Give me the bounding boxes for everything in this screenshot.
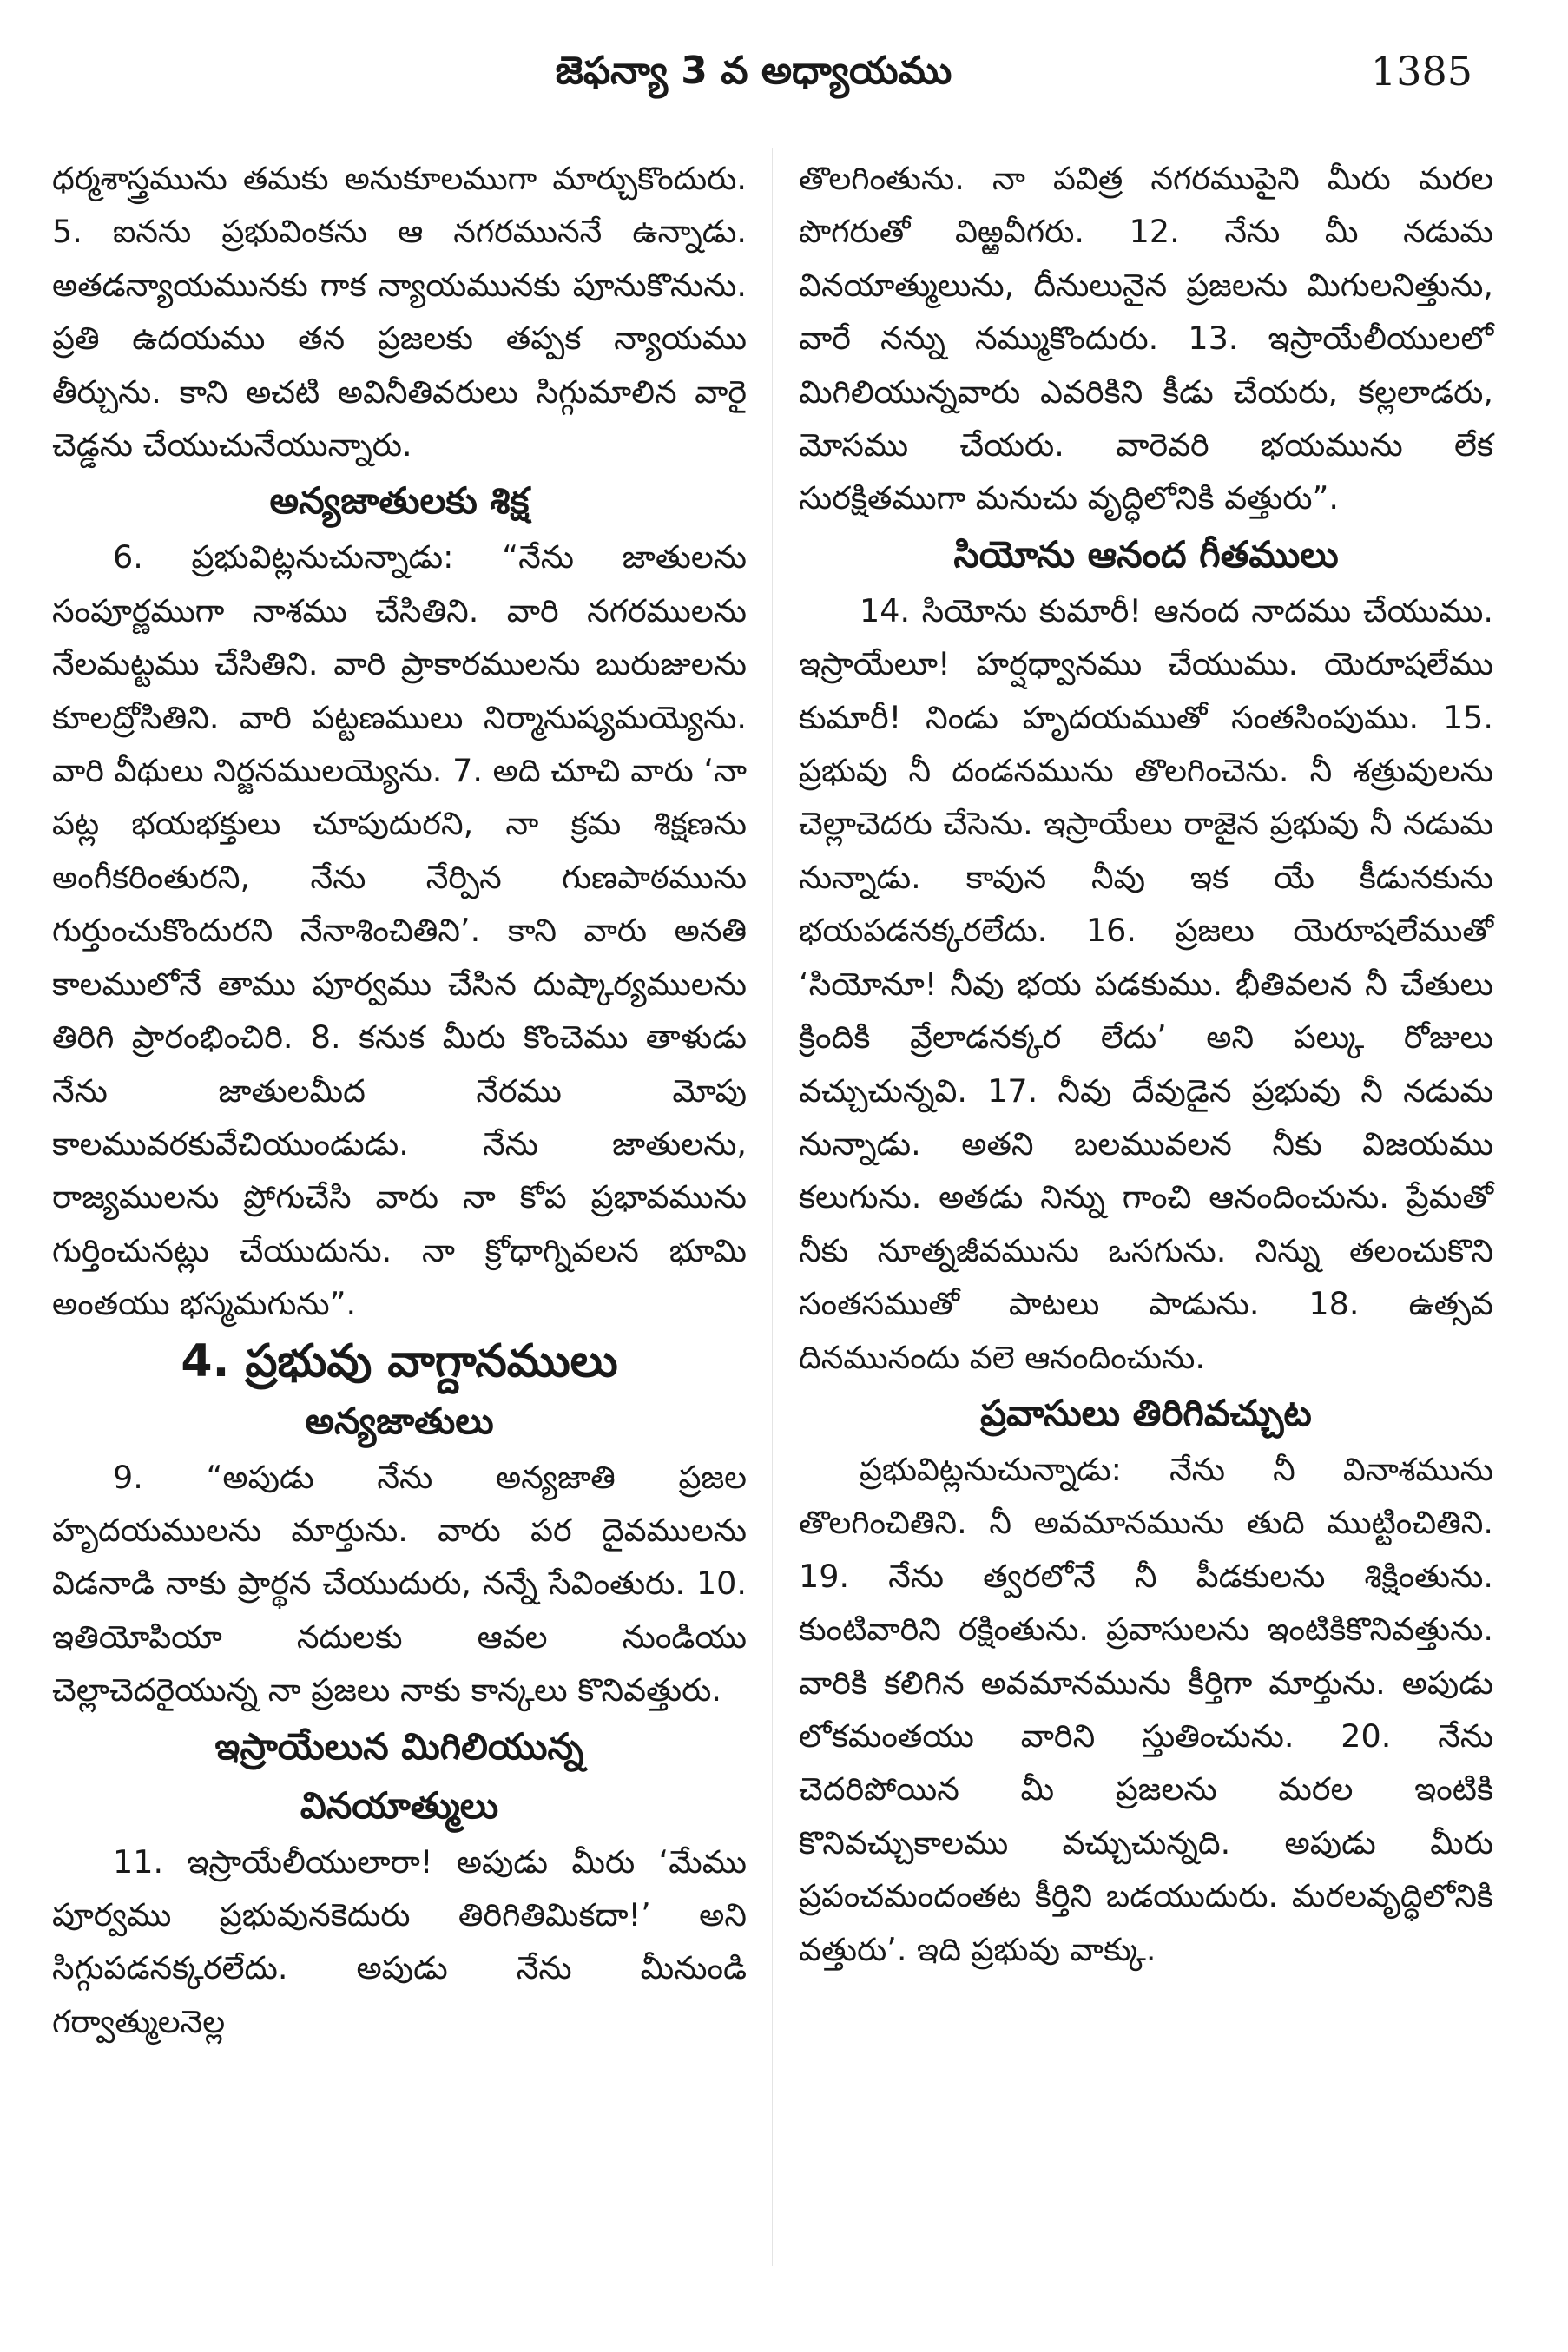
- paragraph: ధర్మశాస్త్రమును తమకు అనుకూలముగా మార్చుకొందురు. 5. ఐనను ప్రభువింకను ఆ నగరముననే ఉన్నాడు. అతడన్యాయమునకు గాక న్యాయమునకు పూనుకొనును. ప్రతి ఉదయము తన ప్రజలకు తప్పక న్యాయము తీర్చును. కాని అచటి అవినీతివరులు సిగ్గుమాలిన వారై చెడ్డను చేయుచునేయున్నారు.: [52, 160, 747, 464]
- chapter-title: జెఫన్యా 3 వ అధ్యాయము: [555, 49, 952, 93]
- left-column: [52, 152, 747, 2048]
- section-heading: ప్రవాసులు తిరిగివచ్చుట: [980, 1391, 1312, 1434]
- page-number: 1385: [1370, 48, 1472, 95]
- running-header: [52, 36, 1472, 106]
- paragraph: తొలగింతును. నా పవిత్ర నగరముపైని మీరు మరల పొగరుతో విఱ్ఱవీగరు. 12. నేను మీ నడుమ వినయాత్ములును, దీనులునైన ప్రజలను మిగులనిత్తును, వారే నన్ను నమ్ముకొందురు. 13. ఇస్రాయేలీయులలో మిగిలియున్నవారు ఎవరికిని కీడు చేయరు, కల్లలాడరు, మోసము చేయరు. వారెవరి భయమును లేక సురక్షితముగా మనుచు వృద్ధిలోనికి వత్తురు”.: [799, 160, 1493, 517]
- section-heading: అన్యజాతులకు శిక్ష: [269, 479, 530, 523]
- paragraph: 9. “అపుడు నేను అన్యజాతి ప్రజల హృదయములను మార్తును. వారు పర దైవములను విడనాడి నాకు ప్రార్థన చేయుదురు, నన్నే సేవింతురు. 10. ఇతియోపియా నదులకు ఆవల నుండియు చెల్లాచెదరైయున్న నా ప్రజలు నాకు కాన్కలు కొనివత్తురు.: [52, 1458, 747, 1710]
- paragraph: 14. సియోను కుమారీ! ఆనంద నాదము చేయుము. ఇస్రాయేలూ! హర్షధ్వానము చేయుము. యెరూషలేము కుమారీ! నిండు హృదయముతో సంతసింపుము. 15. ప్రభువు నీ దండనమును తొలగించెను. నీ శత్రువులను చెల్లాచెదరు చేసెను. ఇస్రాయేలు రాజైన ప్రభువు నీ నడుమ నున్నాడు. కావున నీవు ఇక యే కీడునకును భయపడనక్కరలేదు. 16. ప్రజలు యెరూషలేముతో ‘సియోనూ! నీవు భయ పడకుము. భీతివలన నీ చేతులు క్రిందికి వ్రేలాడనక్కర లేదు’ అని పల్కు రోజులు వచ్చుచున్నవి. 17. నీవు దేవుడైన ప్రభువు నీ నడుమ నున్నాడు. అతని బలమువలన నీకు విజయము కలుగును. అతడు నిన్ను గాంచి ఆనందించును. ప్రేమతో నీకు నూత్నజీవమును ఒసగును. నిన్ను తలంచుకొని సంతసముతో పాటలు పాడును. 18. ఉత్సవ దినమునందు వలె ఆనందించును.: [799, 591, 1494, 1376]
- section-heading-line-1: ఇస్రాయేలున మిగిలియున్న: [214, 1724, 584, 1768]
- column-divider: [772, 148, 773, 2266]
- paragraph: 6. ప్రభువిట్లనుచున్నాడు: “నేను జాతులను సంపూర్ణముగా నాశము చేసితిని. వారి నగరములను నేలమట్టము చేసితిని. వారి ప్రాకారములను బురుజులను కూలద్రోసితిని. వారి పట్టణములు నిర్మానుష్యమయ్యెను. వారి వీథులు నిర్జనములయ్యెను. 7. అది చూచి వారు ‘నా పట్ల భయభక్తులు చూపుదురని, నా క్రమ శిక్షణను అంగీకరింతురని, నేను నేర్పిన గుణపాఠమును గుర్తుంచుకొందురని నేనాశించితిని’. కాని వారు అనతి కాలములోనే తాము పూర్వము చేసిన దుష్కార్యములను తిరిగి ప్రారంభించిరి. 8. కనుక మీరు కొంచెము తాళుడు నేను జాతులమీద నేరము మోపు కాలమువరకువేచియుండుడు. నేను జాతులను, రాజ్యములను ప్రోగుచేసి వారు నా కోప ప్రభావమును గుర్తించునట్లు చేయుదును. నా క్రోధాగ్నివలన భూమి అంతయు భస్మమగును”.: [52, 538, 747, 1323]
- major-heading: 4. ప్రభువు వాగ్దానములు: [181, 1334, 618, 1387]
- right-column: [799, 152, 1493, 1976]
- section-subheading: అన్యజాతులు: [305, 1399, 494, 1442]
- paragraph: ప్రభువిట్లనుచున్నాడు: నేను నీ వినాశమును తొలగించితిని. నీ అవమానమును తుది ముట్టించితిని. 19. నేను త్వరలోనే నీ పీడకులను శిక్షింతును. కుంటివారిని రక్షింతును. ప్రవాసులను ఇంటికికొనివత్తును. వారికి కలిగిన అవమానమును కీర్తిగా మార్తును. అపుడు లోకమంతయు వారిని స్తుతించును. 20. నేను చెదరిపోయిన మీ ప్రజలను మరల ఇంటికి కొనివచ్చుకాలము వచ్చుచున్నది. అపుడు మీరు ప్రపంచమందంతట కీర్తిని బడయుదురు. మరలవృద్ధిలోనికి వత్తురు’. ఇది ప్రభువు వాక్కు.: [799, 1450, 1493, 1968]
- paragraph: 11. ఇస్రాయేలీయులారా! అపుడు మీరు ‘మేము పూర్వము ప్రభువునకెదురు తిరిగితిమికదా!’ అని సిగ్గుపడనక్కరలేదు. అపుడు నేను మీనుండి గర్వాత్ములనెల్ల: [52, 1842, 747, 2040]
- section-heading: సియోను ఆనంద గీతములు: [953, 532, 1339, 576]
- section-heading-line-2: వినయాత్ములు: [300, 1783, 499, 1827]
